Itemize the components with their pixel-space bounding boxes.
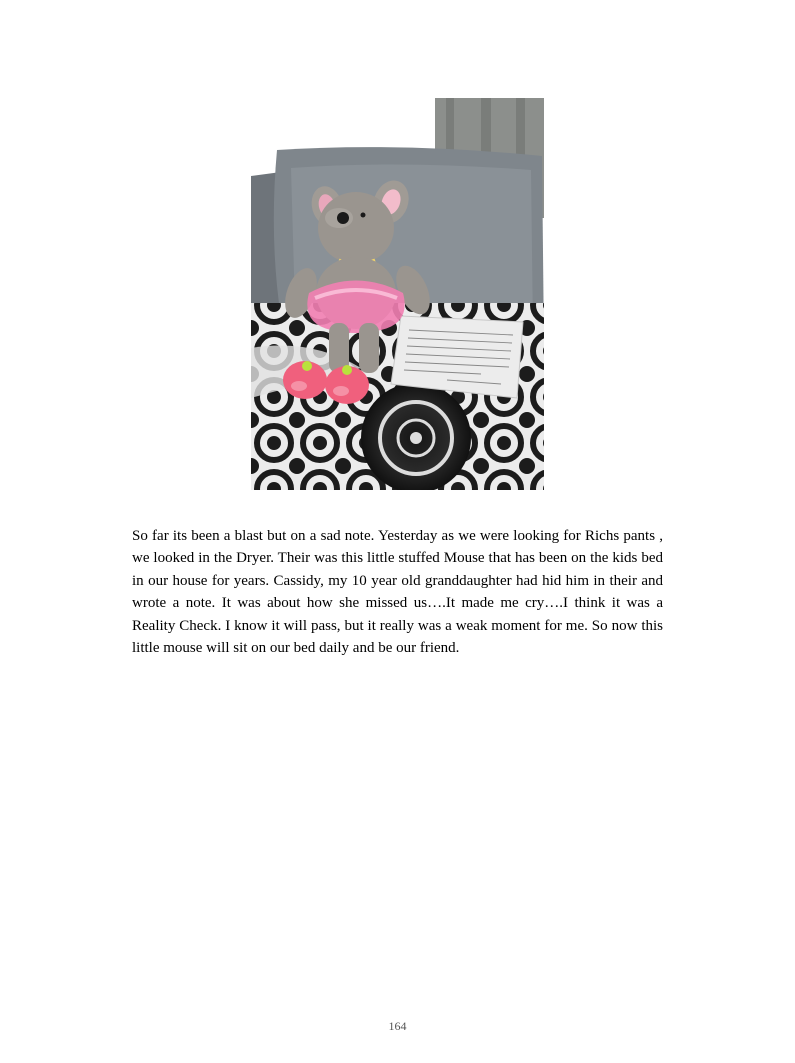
- stuffed-mouse-photo: [251, 98, 544, 490]
- body-paragraph: So far its been a blast but on a sad note. Yesterday as we were looking for Richs pants , we looked in the Dryer. Their was this little stuffed Mouse that has been on the kids bed in our house for years. Cassidy, my 10 year old granddaughter had hid him in their and wrote a note. It was about how she missed us….It made me cry….I think it was a Reality Check. I know it will pass, but it really was a weak moment for me. So now this little mouse will sit on our bed daily and be our friend.: [132, 528, 663, 657]
- handwritten-note: [391, 316, 523, 398]
- nose: [337, 212, 349, 224]
- page-number: 164: [388, 1019, 407, 1033]
- photo-illustration: [251, 98, 544, 490]
